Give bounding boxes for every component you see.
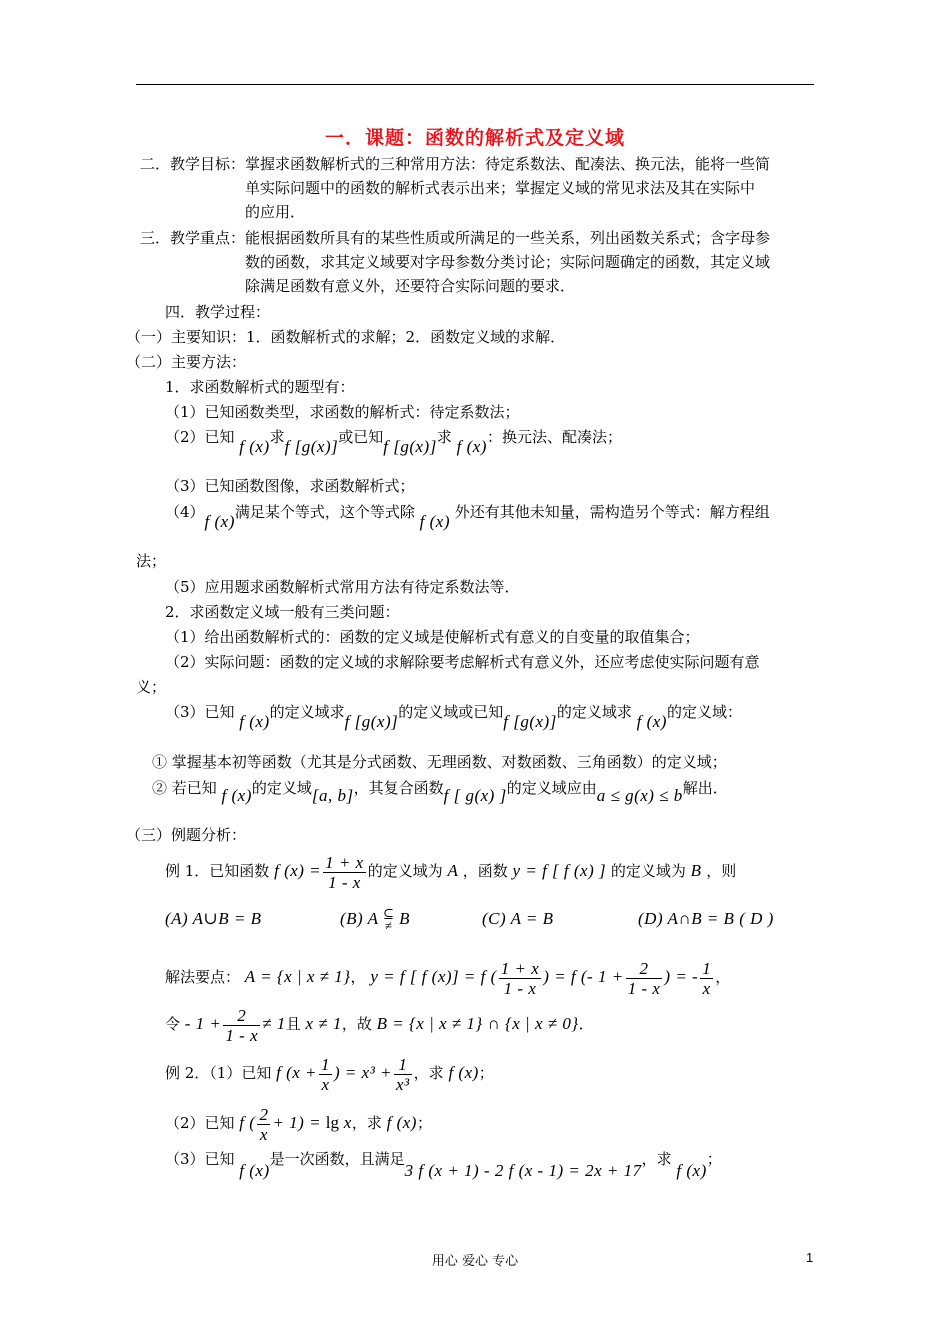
method-2-item-2-cont: 义； [136,678,167,696]
section-main-knowledge: （一）主要知识：1．函数解析式的求解；2．函数定义域的求解． [126,328,566,346]
goals-line-2: 单实际问题中的函数的解析式表示出来；掌握定义域的常见求法及其在实际中 [245,179,756,197]
focus-label: 三．教学重点： [140,229,246,247]
condition-2: ② 若已知 f (x)的定义域[a, b]，其复合函数f [ g(x) ]的定义域应由a ≤ g(x) ≤ b解出． [152,779,728,805]
focus-line-1: 能根据函数所具有的某些性质或所满足的一些关系，列出函数关系式；含字母参 [245,229,771,247]
example-2-part-2: （2）已知 f ( $\frac{2}{x}$ + 1) = lg x，求 f (x)； [165,1104,432,1144]
goals-line-1: 掌握求函数解析式的三种常用方法：待定系数法、配凑法、换元法，能将一些简 [245,155,771,173]
focus-line-3: 除满足函数有意义外，还要符合实际问题的要求． [245,277,576,295]
example-1: 例 1．已知函数 f (x) = $\frac{1 + x}{1 - x}$ 的定义域为 A ，函数 y = f [ f (x) ] 的定义域为 B ，则 [165,852,737,892]
condition-1: ① 掌握基本初等函数（尤其是分式函数、无理函数、对数函数、三角函数）的定义域； [152,753,727,771]
method-1-item-2: （2）已知 f (x)求f [g(x)]或已知f [g(x)]求 f (x)：换元法、配凑法； [165,428,622,456]
method-1-item-4: （4）f (x)满足某个等式，这个等式除 f (x) 外还有其他未知量，需构造另个等式：解方程组 [165,503,770,531]
example-2-part-3: （3）已知 f (x)是一次函数，且满足3 f (x + 1) - 2 f (x - 1) = 2x + 17，求 f (x)； [165,1150,722,1180]
example-1-option-a: (A) A∪B = B [165,909,262,928]
focus-line-2: 数的函数，求其定义域要对字母参数分类讨论；实际问题确定的函数，其定义域 [245,253,771,271]
example-1-option-c: (C) A = B [482,909,554,928]
method-2-heading: 2．求函数定义域一般有三类问题： [165,603,400,621]
method-1-item-5: （5）应用题求函数解析式常用方法有待定系数法等． [165,578,520,596]
goals-label: 二．教学目标： [140,155,246,173]
example-1-solution-cont: 令 - 1 + $\frac{2}{1 - x}$ ≠ 1且 x ≠ 1，故 B = {x | x ≠ 1} ∩ {x | x ≠ 0}． [165,1005,594,1045]
method-1-item-3: （3）已知函数图像，求函数解析式； [165,477,415,495]
method-1-item-1: （1）已知函数类型，求函数的解析式：待定系数法； [165,403,520,421]
example-1-option-b: (B) A ⊆ ≠ B [340,906,411,934]
method-1-item-4-cont: 法； [136,552,167,570]
method-2-item-1: （1）给出函数解析式的：函数的定义域是使解析式有意义的自变量的取值集合； [165,628,700,646]
example-1-solution: 解法要点： A = {x | x ≠ 1}， y = f [ f (x)] = f ( $\frac{1 + x}{1 - x}$ ) = f (- 1 + $\frac{2}{1 - x}$ ) = - $\frac{1}{x}$ ， [165,958,731,998]
section-examples: （三）例题分析： [126,826,247,844]
method-1-heading: 1．求函数解析式的题型有： [165,378,355,396]
method-2-item-2: （2）实际问题：函数的定义域的求解除要考虑解析式有意义外，还应考虑使实际问题有意 [165,653,760,671]
page-footer: 用心 爱心 专心 [431,1254,519,1269]
page-number: 1 [806,1250,814,1265]
lesson-title: 一．课题：函数的解析式及定义域 [324,127,625,149]
example-1-option-d: (D) A∩B = B ( D ) [638,909,774,928]
example-2-part-1: 例 2．（1）已知 f (x + $\frac{1}{x}$ ) = x³ + $\frac{1}{\text{x³}}$ ，求 f (x)； [165,1054,494,1094]
section-main-methods: （二）主要方法： [126,353,247,371]
example-1-answer: D [750,909,763,928]
header-rule [136,84,814,85]
process-heading: 四．教学过程： [165,303,271,321]
method-2-item-3: （3）已知 f (x)的定义域求f [g(x)]的定义域或已知f [g(x)]的定义域求 f (x)的定义域： [165,703,742,731]
goals-line-3: 的应用． [245,203,306,221]
